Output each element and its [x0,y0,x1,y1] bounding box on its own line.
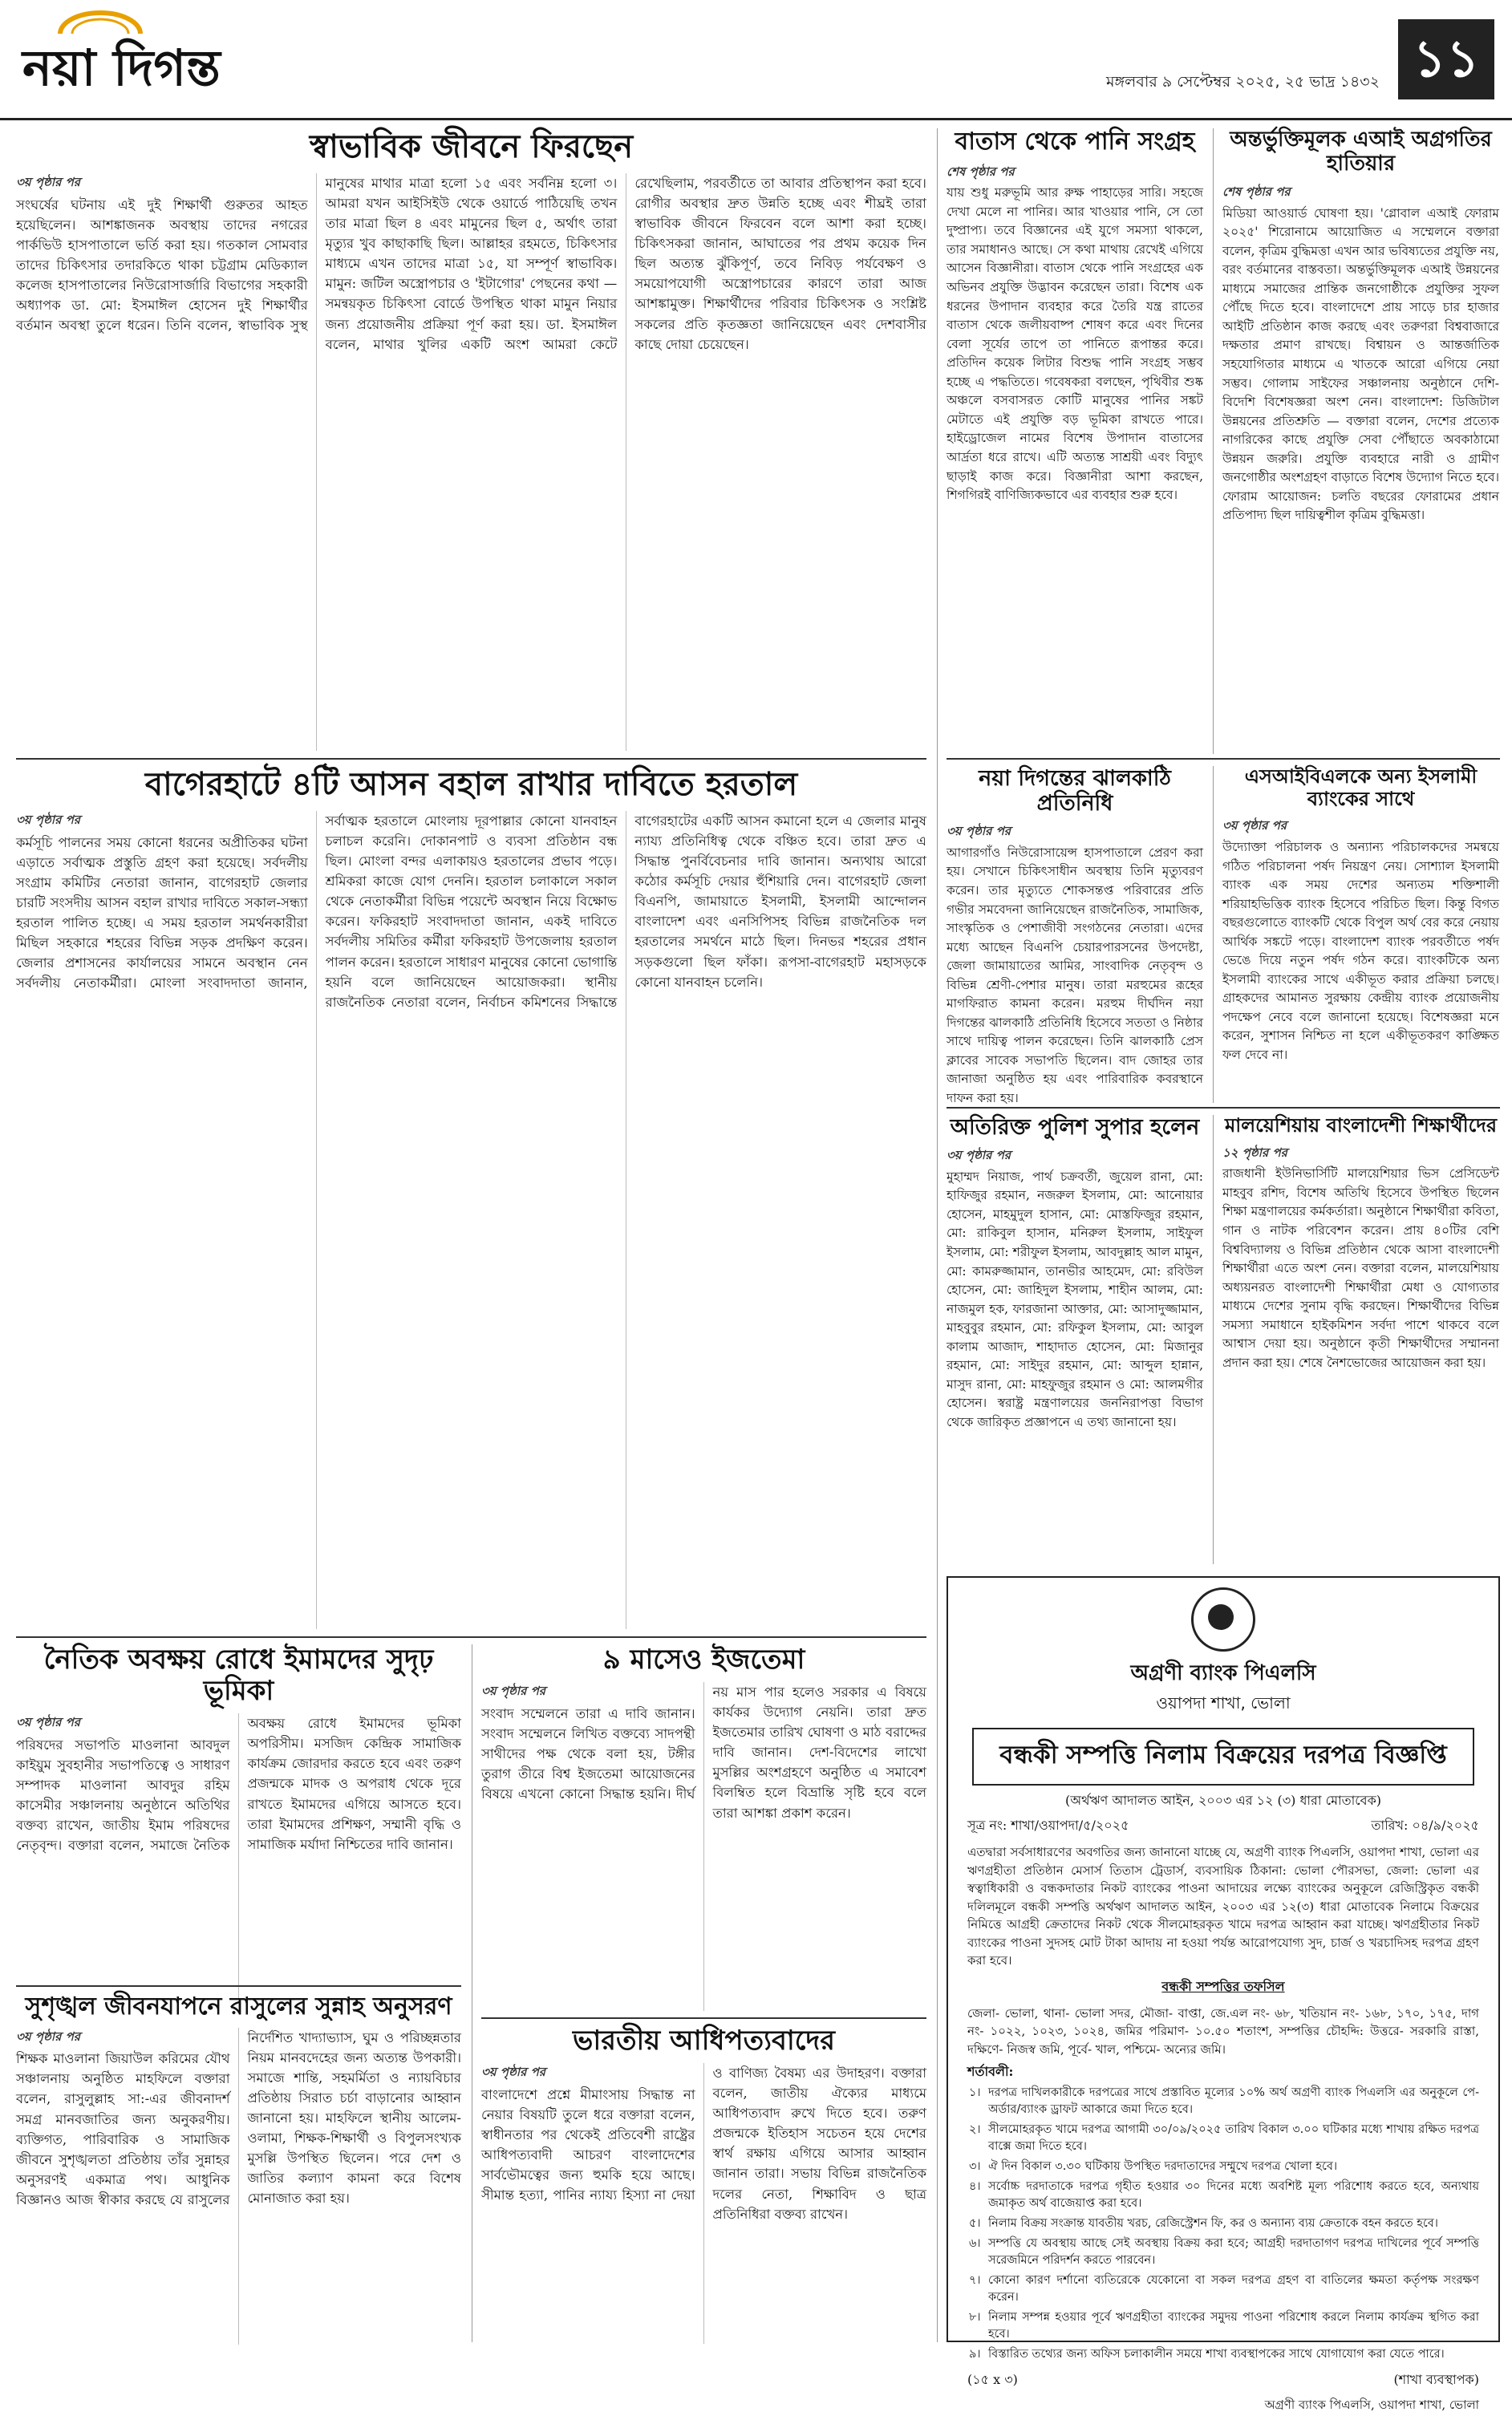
headline: সুশৃঙ্খল জীবনযাপনে রাসুলের সুন্নাহ অনুসরণ [25,1992,452,2021]
article-normal-life [16,128,926,754]
body-text: যায় শুধু মরুভূমি আর রুক্ষ পাহাড়ের সারি। সহজে দেখা মেলে না পানির। আর খাওয়ার পানি, সে তো দুষ্প্রাপ্য। তবে বিজ্ঞানের এই যুগে সমস্যা থাকলে, তার সমাধানও আছে। সে কথা মাথায় রেখেই এগিয়ে আসেন বিজ্ঞানীরা। বাতাস থেকে পানি সংগ্রহের এক অভিনব প্রযুক্তি উদ্ভাবন করেছেন তারা। বিশেষ এক ধরনের উপাদান ব্যবহার করে তৈরি যন্ত্র রাতের বাতাস থেকে জলীয়বাষ্প শোষণ করে এবং দিনের বেলা সূর্যের তাপে তা পানিতে রূপান্তর করে। প্রতিদিন কয়েক লিটার বিশুদ্ধ পানি সংগ্রহ সম্ভব হচ্ছে এ পদ্ধতিতে। গবেষকরা বলছেন, পৃথিবীর শুষ্ক অঞ্চলে বসবাসরত কোটি মানুষের পানির সঙ্কট মেটাতে এই প্রযুক্তি বড় ভূমিকা রাখতে পারে। হাইড্রোজেল নামের বিশেষ উপাদান বাতাসের আর্দ্রতা ধরে রাখে। এটি অত্যন্ত সাশ্রয়ী এবং বিদ্যুৎ ছাড়াই কাজ করে। বিজ্ঞানীরা আশা করছেন, শিগগিরই বাণিজ্যিকভাবে এর ব্যবহার শুরু হবে। [947,185,1203,503]
article-sunnah [16,1993,461,2346]
article-body [1222,1144,1499,1537]
headline: বাগেরহাটে ৪টি আসন বহাল রাখার দাবিতে হরতাল [144,766,798,803]
notice-title: বন্ধকী সম্পত্তি নিলাম বিক্রয়ের দরপত্র বিজ্ঞপ্তি [972,1728,1474,1786]
article-ijtema [481,1644,926,2013]
continued-label: ৩য় পৃষ্ঠার পর [16,2029,81,2044]
continued-label: ৩য় পৃষ্ঠার পর [481,1684,546,1699]
headline: বাতাস থেকে পানি সংগ্রহ [955,128,1195,156]
condition-item: ৭। কোনো কারণ দর্শানো ব্যতিরেকে যেকোনো বা সকল দরপত্র গ্রহণ বা বাতিলের ক্ষমতা কর্তৃপক্ষ সংরক্ষণ করেন। [969,2274,1479,2305]
ad-code: (১৫ x ৩) [967,2372,1018,2388]
date-line: মঙ্গলবার ৯ সেপ্টেম্বর ২০২৫, ২৫ ভাদ্র ১৪৩২ [1105,73,1380,91]
conditions-list [948,2083,1498,2365]
body-text: আগারগাঁও নিউরোসায়েন্স হাসপাতালে প্রেরণ করা হয়। সেখানে চিকিৎসাধীন অবস্থায় তিনি মৃত্যুবরণ করেন। তার মৃত্যুতে শোকসন্তপ্ত পরিবারের প্রতি গভীর সমবেদনা জানিয়েছেন রাজনৈতিক, সামাজিক, সাংস্কৃতিক ও পেশাজীবী সংগঠনের নেতারা। এদের মধ্যে আছেন বিএনপি চেয়ারপারসনের উপদেষ্টা, জেলা জামায়াতের আমির, সাংবাদিক নেতৃবৃন্দ ও বিভিন্ন শ্রেণী-পেশার মানুষ। তারা মরহুমের রূহের মাগফিরাত কামনা করেন। মরহুম দীর্ঘদিন নয়া দিগন্তের ঝালকাঠি প্রতিনিধি হিসেবে সততা ও নিষ্ঠার সাথে দায়িত্ব পালন করেছেন। তিনি ঝালকাঠি প্রেস ক্লাবের সাবেক সভাপতি ছিলেন। বাদ জোহর তার জানাজা অনুষ্ঠিত হয় এবং পারিবারিক কবরস্থানে দাফন করা হয়। [947,845,1203,1105]
body-text: সংবাদ সম্মেলনে তারা এ দাবি জানান। সংবাদ সম্মেলনে লিখিত বক্তব্যে সাদপন্থী সাথীদের পক্ষ থেকে বলা হয়, টঙ্গীর তুরাগ তীরে বিশ্ব ইজতেমা আয়োজনের বিষয়ে এখনো কোনো সিদ্ধান্ত হয়নি। দীর্ঘ নয় মাস পার হলেও সরকার এ বিষয়ে কার্যকর উদ্যোগ নেয়নি। তারা দ্রুত ইজতেমার তারিখ ঘোষণা ও মাঠ বরাদ্দের দাবি জানান। দেশ-বিদেশের লাখো মুসল্লির অংশগ্রহণে অনুষ্ঠিত এ সমাবেশ বিলম্বিত হলে বিভ্রান্তি সৃষ্টি হবে বলে তারা আশঙ্কা প্রকাশ করেন। [481,1684,926,1821]
body-text: রাজধানী ইউনিভার্সিটি মালয়েশিয়ার ভিস প্রেসিডেন্ট মাহবুব রশিদ, বিশেষ অতিথি হিসেবে উপস্থিত ছিলেন শিক্ষা মন্ত্রণালয়ের কর্মকর্তারা। অনুষ্ঠানে শিক্ষার্থীরা কবিতা, গান ও নাটক পরিবেশন করেন। প্রায় ৪০টির বেশি বিশ্ববিদ্যালয় ও বিভিন্ন প্রতিষ্ঠান থেকে আসা বাংলাদেশী শিক্ষার্থীরা এতে অংশ নেন। বক্তারা বলেন, মালয়েশিয়ায় অধ্যয়নরত বাংলাদেশী শিক্ষার্থীরা মেধা ও যোগ্যতার মাধ্যমে দেশের সুনাম বৃদ্ধি করছেন। শিক্ষার্থীদের বিভিন্ন সমস্যা সমাধানে হাইকমিশন সর্বদা পাশে থাকবে বলে আশ্বাস দেয়া হয়। অনুষ্ঠানে কৃতী শিক্ষার্থীদের সম্মাননা প্রদান করা হয়। শেষে নৈশভোজের আয়োজন করা হয়। [1222,1166,1499,1370]
headline: স্বাভাবিক জীবনে ফিরছেন [309,128,634,165]
signature-title: (শাখা ব্যবস্থাপক) [1393,2372,1479,2388]
headline: নয়া দিগন্তের ঝালকাঠি প্রতিনিধি [979,766,1171,817]
section-rule [16,758,926,760]
headline: অন্তর্ভুক্তিমূলক এআই অগ্রগতির হাতিয়ার [1230,128,1492,176]
schedule-title: বন্ধকী সম্পত্তির তফসিল [1161,1978,1285,1994]
section-rule [481,2017,926,2019]
article-body [481,2063,926,2344]
article-jhalokathi [947,766,1203,1103]
article-body [947,163,1203,740]
article-body [1222,183,1499,760]
continued-label: শেষ পৃষ্ঠার পর [1222,184,1291,199]
headline: এসআইবিএলকে অন্য ইসলামী ব্যাংকের সাথে [1244,765,1478,810]
article-body [16,2028,461,2345]
bank-name: অগ্রণী ব্যাংক পিএলসি [1130,1661,1316,1685]
condition-item: ১। দরপত্র দাখিলকারীকে দরপত্রের সাথে প্রস্তাবিত মূল্যের ১০% অর্থ অগ্রণী ব্যাংক পিএলসি এর অনুকূলে পে-অর্ডার/ব্যাংক ড্রাফট আকারে জমা দিতে হবে। [969,2086,1479,2117]
continued-label: ৩য় পৃষ্ঠার পর [16,1715,81,1730]
notice-subtitle: (অর্থঋণ আদালত আইন, ২০০৩ এর ১২ (৩) ধারা মোতাবেক) [1064,1793,1382,1808]
article-body [16,811,926,1629]
body-text: মুহাম্মদ নিয়াজ, পার্থ চক্রবর্তী, জুয়েল রানা, মো: হাফিজুর রহমান, নজরুল ইসলাম, মো: আনোয়ার হোসেন, মাহমুদুল হাসান, মো: মোস্তফিজুর রহমান, মো: রাকিবুল হাসান, মনিরুল ইসলাম, সাইফুল ইসলাম, মো: শরীফুল ইসলাম, আবদুল্লাহ আল মামুন, মো: কামরুজ্জামান, তানভীর আহমেদ, মো: রবিউল হোসেন, মো: জাহিদুল ইসলাম, শাহীন আলম, মো: নাজমুল হক, ফারজানা আক্তার, মো: আসাদুজ্জামান, মাহবুবুর রহমান, মো: রফিকুল ইসলাম, মো: আবুল কালাম আজাদ, শাহাদাত হোসেন, মো: মিজানুর রহমান, মো: সাইদুর রহমান, মো: আব্দুল হান্নান, মাসুদ রানা, মো: মাহফুজুর রহমান ও মো: আলমগীর হোসেন। স্বরাষ্ট্র মন্ত্রণালয়ের জননিরাপত্তা বিভাগ থেকে জারিকৃত প্রজ্ঞাপনে এ তথ্য জানানো হয়। [947,1169,1203,1429]
section-rule [16,1636,926,1638]
article-body [16,1713,461,2010]
bank-logo-icon [1191,1587,1255,1652]
continued-label: ৩য় পৃষ্ঠার পর [947,824,1011,839]
signature-subtitle: অগ্রণী ব্যাংক পিএলসি, ওয়াপদা শাখা, ভোলা [1264,2398,1479,2413]
column-divider [937,128,938,2342]
body-text: সংঘর্ষের ঘটনায় এই দুই শিক্ষার্থী গুরুতর আহত হয়েছিলেন। আশঙ্কাজনক অবস্থায় তাদের নগরের পার্কভিউ হাসপাতালে ভর্তি করা হয়। গতকাল সোমবার তাদের চিকিৎসার তদারকিতে থাকা চট্টগ্রাম মেডিক্যাল কলেজ হাসপাতালের নিউরোসার্জারি বিভাগের সহকারী অধ্যাপক ডা. মো: ইসমাঈল হোসেন দুই শিক্ষার্থীর বর্তমান অবস্থা তুলে ধরেন। তিনি বলেন, স্বাভাবিক সুস্থ মানুষের মাথার মাত্রা হলো ১৫ এবং সর্বনিম্ন হলো ৩। আমরা যখন আইসিইউ থেকে ওয়ার্ডে পাঠিয়েছি তখন তার মাত্রা ছিল ৪ এবং মামুনের ছিল ৫, অর্থাৎ তারা মৃত্যুর খুব কাছাকাছি ছিল। আল্লাহর রহমতে, চিকিৎসার মাধ্যমে এখন তাদের মাত্রা ১৫, যা সম্পূর্ণ স্বাভাবিক। মামুন: জটিল অস্ত্রোপচার ও 'ইটাগোর' পেছনের কথা — সমন্বয়কৃত চিকিৎসা বোর্ডে উপস্থিত থাকা মামুন নিয়ার জন্য প্রয়োজনীয় প্রক্রিয়া পূর্ণ করা হয়। ডা. ইসমাঈল বলেন, মাথার খুলির একটি অংশ আমরা কেটে রেখেছিলাম, পরবর্তীতে তা আবার প্রতিস্থাপন করা হবে। রোগীর অবস্থার দ্রুত উন্নতি হচ্ছে এবং শীঘ্রই তারা স্বাভাবিক জীবনে ফিরবেন বলে আশা করা হচ্ছে। চিকিৎসকরা জানান, আঘাতের পর প্রথম কয়েক দিন ছিল অত্যন্ত ঝুঁকিপূর্ণ, তবে নিবিড় পর্যবেক্ষণ ও সময়োপযোগী অস্ত্রোপচারের কারণে তারা আজ আশঙ্কামুক্ত। শিক্ষার্থীদের পরিবার চিকিৎসক ও সংশ্লিষ্ট সকলের প্রতি কৃতজ্ঞতা জানিয়েছেন এবং দেশবাসীর কাছে দোয়া চেয়েছেন। [16,176,926,352]
continued-label: শেষ পৃষ্ঠার পর [947,164,1015,179]
continued-label: ৩য় পৃষ্ঠার পর [947,1148,1011,1163]
article-bagerhat [16,766,926,1632]
tender-notice [947,1576,1500,2413]
continued-label: ৩য় পৃষ্ঠার পর [16,175,81,189]
schedule-text: জেলা- ভোলা, থানা- ভোলা সদর, মৌজা- বাপ্তা, জে.এল নং- ৬৮, খতিয়ান নং- ১৬৮, ১৭০, ১৭৫, দাগ নং- ১০২২, ১০২৩, ১০২৪, জমির পরিমাণ- ১০.৫০ শতাংশ, সম্পত্তির চৌহদ্দি: উত্তরে- সরকারি রাস্তা, দক্ষিণে- নিজস্ব জমি, পূর্বে- খাল, পশ্চিমে- অন্যের জমি। [967,2005,1479,2057]
article-sibl [1222,766,1499,1103]
article-body [481,1682,926,2011]
article-body [947,822,1203,1103]
section-rule [16,1985,461,1987]
article-body [947,1146,1203,1539]
notice-header [948,1587,1498,1718]
conditions-title: শর্তাবলী: [967,2064,1014,2079]
notice-body: এতদ্বারা সর্বসাধারণের অবগতির জন্য জানানো যাচ্ছে যে, অগ্রণী ব্যাংক পিএলসি, ওয়াপদা শাখা, ভোলা এর ঋণগ্রহীতা প্রতিষ্ঠান মেসার্স তিতাস ট্রেডার্স, ব্যবসায়িক ঠিকানা: ভোলা পৌরসভা, জেলা: ভোলা এর স্বত্বাধিকারী ও বন্ধকদাতার নিকট ব্যাংকের পাওনা আদায়ের লক্ষ্যে ব্যাংকের অনুকূলে রেজিস্ট্রিকৃত বন্ধকী দলিলমূলে বন্ধকী সম্পত্তি অর্থঋণ আদালত আইন, ২০০৩ এর ১২(৩) ধারা মোতাবেক নিলামে বিক্রয়ের নিমিত্তে আগ্রহী ক্রেতাদের নিকট থেকে সীলমোহরকৃত খামে দরপত্র আহ্বান করা যাচ্ছে। ঋণগ্রহীতার নিকট ব্যাংকের পাওনা সুদসহ মোট টাকা আদায় না হওয়া পর্যন্ত আরোপযোগ্য সুদ, চার্জ ও খরচাদিসহ দরপত্র গ্রহণ করা হবে। [967,1845,1479,1968]
reference-number: সূত্র নং: শাখা/ওয়াপদা/৫/২০২৫ [967,1818,1129,1833]
article-ai [1222,128,1499,754]
masthead [0,0,1512,120]
condition-item: ৫। নিলাম বিক্রয় সংক্রান্ত যাবতীয় খরচ, রেজিস্ট্রেশন ফি, কর ও অন্যান্য ব্যয় ক্রেতাকে বহন করতে হবে। [969,2217,1438,2231]
newspaper-logo: নয়া দিগন্ত [22,39,221,97]
body-text: পরিষদের সভাপতি মাওলানা আবদুল কাইয়ুম সুবহানীর সভাপতিত্বে ও সাধারণ সম্পাদক মাওলানা আবদুর রহিম কাসেমীর সঞ্চালনায় অনুষ্ঠানে অতিথির বক্তব্য রাখেন, জাতীয় ইমাম পরিষদের নেতৃবৃন্দ। বক্তারা বলেন, সমাজে নৈতিক অবক্ষয় রোধে ইমামদের ভূমিকা অপরিসীম। মসজিদ কেন্দ্রিক সামাজিক কার্যক্রম জোরদার করতে হবে এবং তরুণ প্রজন্মকে মাদক ও অপরাধ থেকে দূরে রাখতে ইমামদের এগিয়ে আসতে হবে। তারা ইমামদের প্রশিক্ষণ, সম্মানী বৃদ্ধি ও সামাজিক মর্যাদা নিশ্চিতের দাবি জানান। [16,1716,461,1854]
section-rule [947,1107,1500,1109]
body-text: কর্মসূচি পালনের সময় কোনো ধরনের অপ্রীতিকর ঘটনা এড়াতে সর্বাত্মক প্রস্তুতি গ্রহণ করা হয়েছে। সর্বদলীয় সংগ্রাম কমিটির নেতারা জানান, বাগেরহাট জেলার চারটি সংসদীয় আসন বহাল রাখার দাবিতে সকাল-সন্ধ্যা হরতাল পালিত হচ্ছে। এ সময় হরতাল সমর্থনকারীরা মিছিল সহকারে শহরের বিভিন্ন সড়ক প্রদক্ষিণ করেন। জেলার প্রশাসনের কার্যালয়ের সামনে অবস্থান নেন সর্বদলীয় নেতাকর্মীরা। মোংলা সংবাদদাতা জানান, সর্বাত্মক হরতালে মোংলায় দূরপাল্লার কোনো যানবাহন চলাচল করেনি। দোকানপাট ও ব্যবসা প্রতিষ্ঠান বন্ধ ছিল। মোংলা বন্দর এলাকায়ও হরতালের প্রভাব পড়ে। শ্রমিকরা কাজে যোগ দেননি। হরতাল চলাকালে সকাল থেকে নেতাকর্মীরা বিভিন্ন পয়েন্টে অবস্থান নিয়ে বিক্ষোভ করেন। ফকিরহাট সংবাদদাতা জানান, একই দাবিতে সর্বদলীয় সমিতির কর্মীরা ফকিরহাট উপজেলায় হরতাল পালন করেন। হরতালে সাধারণ মানুষের কোনো ভোগান্তি হয়নি বলে জানিয়েছেন আয়োজকরা। স্থানীয় রাজনৈতিক নেতারা বলেন, নির্বাচন কমিশনের সিদ্ধান্তে বাগেরহাটের একটি আসন কমানো হলে এ জেলার মানুষ ন্যায্য প্রতিনিধিত্ব থেকে বঞ্চিত হবে। তারা দ্রুত এ সিদ্ধান্ত পুনর্বিবেচনার দাবি জানান। অন্যথায় আরো কঠোর কর্মসূচি দেয়ার হুঁশিয়ারি দেন। বাগেরহাট জেলা বিএনপি, জামায়াতে ইসলামী, ইসলামী আন্দোলন বাংলাদেশ এবং এনসিপিসহ বিভিন্ন রাজনৈতিক দল হরতালের সমর্থনে মাঠে ছিল। দিনভর শহরের প্রধান সড়কগুলো ছিল ফাঁকা। রূপসা-বাগেরহাট মহাসড়কে কোনো যানবাহন চলেনি। [16,813,926,1010]
headline: ভারতীয় আধিপত্যবাদের [573,2025,835,2057]
body-text: শিক্ষক মাওলানা জিয়াউল করিমের যৌথ সঞ্চালনায় অনুষ্ঠিত মাহফিলে বক্তারা বলেন, রাসুলুল্লাহ সা:-এর জীবনাদর্শ সমগ্র মানবজাতির জন্য অনুকরণীয়। ব্যক্তিগত, পারিবারিক ও সামাজিক জীবনে সুশৃঙ্খলতা প্রতিষ্ঠায় তাঁর সুন্নাহর অনুসরণই একমাত্র পথ। আধুনিক বিজ্ঞানও আজ স্বীকার করছে যে রাসুলের নির্দেশিত খাদ্যাভ্যাস, ঘুম ও পরিচ্ছন্নতার নিয়ম মানবদেহের জন্য অত্যন্ত উপকারী। সমাজে শান্তি, সহমর্মিতা ও ন্যায়বিচার প্রতিষ্ঠায় সিরাত চর্চা বাড়ানোর আহ্বান জানানো হয়। মাহফিলে স্থানীয় আলেম-ওলামা, শিক্ষক-শিক্ষার্থী ও বিপুলসংখ্যক মুসল্লি উপস্থিত ছিলেন। পরে দেশ ও জাতির কল্যাণ কামনা করে বিশেষ মোনাজাত করা হয়। [16,2029,461,2207]
headline: ৯ মাসেও ইজতেমা [602,1644,805,1676]
body-text: উদ্যোক্তা পরিচালক ও অন্যান্য পরিচালকদের সমন্বয়ে গঠিত পরিচালনা পর্ষদ নিয়ন্ত্রণ নেয়। সোশ্যাল ইসলামী ব্যাংক এক সময় দেশের অন্যতম শক্তিশালী শরিয়াহভিত্তিক ব্যাংক হিসেবে পরিচিত ছিল। কিন্তু বিগত বছরগুলোতে ব্যাংকটি থেকে বিপুল অর্থ বের করে নেয়ায় আর্থিক সঙ্কটে পড়ে। বাংলাদেশ ব্যাংক পরবর্তীতে পর্ষদ ভেঙে দিয়ে নতুন পর্ষদ গঠন করে। ব্যাংকটিকে অন্য ইসলামী ব্যাংকের সাথে একীভূত করার প্রক্রিয়া চলছে। গ্রাহকদের আমানত সুরক্ষায় কেন্দ্রীয় ব্যাংক প্রয়োজনীয় পদক্ষেপ নেবে বলে জানানো হয়েছে। বিশেষজ্ঞরা মনে করেন, সুশাসন নিশ্চিত না হলে একীভূতকরণ কাঙ্ক্ষিত ফল দেবে না। [1222,839,1499,1062]
article-body [16,173,926,751]
page-number: ১১ [1398,19,1494,99]
continued-label: ৩য় পৃষ্ঠার পর [481,2065,546,2080]
condition-item: ৪। সর্বোচ্চ দরদাতাকে দরপত্র গৃহীত হওয়ার ৩০ দিনের মধ্যে অবশিষ্ট মূল্য পরিশোধ করতে হবে, অন্যথায় জমাকৃত অর্থ বাজেয়াপ্ত করা হবে। [969,2180,1479,2211]
body-text: মিডিয়া আওয়ার্ড ঘোষণা হয়। 'গ্লোবাল এআই ফোরাম ২০২৫' শিরোনামে আয়োজিত এ সম্মেলনে বক্তারা বলেন, কৃত্রিম বুদ্ধিমত্তা এখন আর ভবিষ্যতের প্রযুক্তি নয়, বরং বর্তমানের বাস্তবতা। অন্তর্ভুক্তিমূলক এআই উন্নয়নের মাধ্যমে সমাজের প্রান্তিক জনগোষ্ঠীকে প্রযুক্তির সুফল পৌঁছে দিতে হবে। বাংলাদেশে প্রায় সাড়ে চার হাজার আইটি প্রতিষ্ঠান কাজ করছে এবং তরুণরা বিশ্ববাজারে দক্ষতার প্রমাণ রাখছে। বিশ্বায়ন ও আন্তর্জাতিক সহযোগিতার মাধ্যমে এ খাতকে আরো এগিয়ে নেয়া সম্ভব। গোলাম সাইফের সঞ্চালনায় অনুষ্ঠানে দেশি-বিদেশি বিশেষজ্ঞরা অংশ নেন। বাংলাদেশ: ডিজিটাল উন্নয়নের প্রতিশ্রুতি — বক্তারা বলেন, দেশের প্রত্যেক নাগরিকের কাছে প্রযুক্তি সেবা পৌঁছাতে অবকাঠামো উন্নয়ন জরুরি। প্রযুক্তি ব্যবহারে নারী ও গ্রামীণ জনগোষ্ঠীর অংশগ্রহণ বাড়াতে বিশেষ উদ্যোগ নিতে হবে। ফোরাম আয়োজন: চলতি বছরের ফোরামের প্রধান প্রতিপাদ্য ছিল দায়িত্বশীল কৃত্রিম বুদ্ধিমত্তা। [1222,205,1499,523]
continued-label: ১২ পৃষ্ঠার পর [1222,1145,1287,1160]
condition-item: ৯। বিস্তারিত তথ্যের জন্য অফিস চলাকালীন সময়ে শাখা ব্যবস্থাপকের সাথে যোগাযোগ করা যেতে পারে। [969,2348,1445,2361]
article-water [947,128,1203,754]
headline: অতিরিক্ত পুলিশ সুপার হলেন [950,1115,1200,1140]
condition-item: ২। সীলমোহরকৃত খামে দরপত্র আগামী ৩০/০৯/২০২৫ তারিখ বিকাল ৩.০০ ঘটিকার মধ্যে শাখায় রক্ষিত দরপত্র বাক্সে জমা দিতে হবে। [969,2123,1479,2154]
notice-date: তারিখ: ০৪/৯/২০২৫ [1371,1818,1479,1833]
notice-reference [948,1812,1498,1840]
bank-branch: ওয়াপদা শাখা, ভোলা [1156,1693,1291,1713]
condition-item: ৮। নিলাম সম্পন্ন হওয়ার পূর্বে ঋণগ্রহীতা ব্যাংকের সমুদয় পাওনা পরিশোধ করলে নিলাম কার্যক্রম স্থগিত করা হবে। [969,2311,1479,2341]
headline: মালয়েশিয়ায় বাংলাদেশী শিক্ষার্থীদের [1224,1114,1498,1137]
column-divider [1213,766,1214,1103]
article-malaysia [1222,1115,1499,1564]
continued-label: ৩য় পৃষ্ঠার পর [1222,818,1287,833]
continued-label: ৩য় পৃষ্ঠার পর [16,813,81,827]
body-text: বাংলাদেশে প্রশ্নে মীমাংসায় সিদ্ধান্ত না নেয়ার বিষয়টি তুলে ধরে বক্তারা বলেন, স্বাধীনতার পর থেকেই প্রতিবেশী রাষ্ট্রের আধিপত্যবাদী আচরণ বাংলাদেশের সার্বভৌমত্বের জন্য হুমকি হয়ে আছে। সীমান্ত হত্যা, পানির ন্যায্য হিস্যা না দেয়া ও বাণিজ্য বৈষম্য এর উদাহরণ। বক্তারা বলেন, জাতীয় ঐক্যের মাধ্যমে আধিপত্যবাদ রুখে দিতে হবে। তরুণ প্রজন্মকে ইতিহাস সচেতন হয়ে দেশের স্বার্থ রক্ষায় এগিয়ে আসার আহ্বান জানান তারা। সভায় বিভিন্ন রাজনৈতিক দলের নেতা, শিক্ষাবিদ ও ছাত্র প্রতিনিধিরা বক্তব্য রাখেন। [481,2065,926,2222]
notice-footer [948,2365,1498,2396]
section-rule [947,758,1500,760]
condition-item: ৬। সম্পত্তি যে অবস্থায় আছে সেই অবস্থায় বিক্রয় করা হবে; আগ্রহী দরদাতাগণ দরপত্র দাখিলের পূর্বে সম্পত্তি সরেজমিনে পরিদর্শন করতে পারবেন। [969,2237,1479,2268]
column-divider [1213,128,1214,754]
headline: নৈতিক অবক্ষয় রোধে ইমামদের সুদৃঢ় ভূমিকা [43,1644,434,1708]
article-body [1222,817,1499,1097]
article-police [947,1115,1203,1564]
condition-item: ৩। ঐ দিন বিকাল ৩.৩০ ঘটিকায় উপস্থিত দরদাতাদের সম্মুখে দরপত্র খোলা হবে। [969,2160,1338,2174]
column-divider [1213,1115,1214,1564]
article-imam [16,1644,461,1981]
article-hegemony [481,2025,926,2346]
